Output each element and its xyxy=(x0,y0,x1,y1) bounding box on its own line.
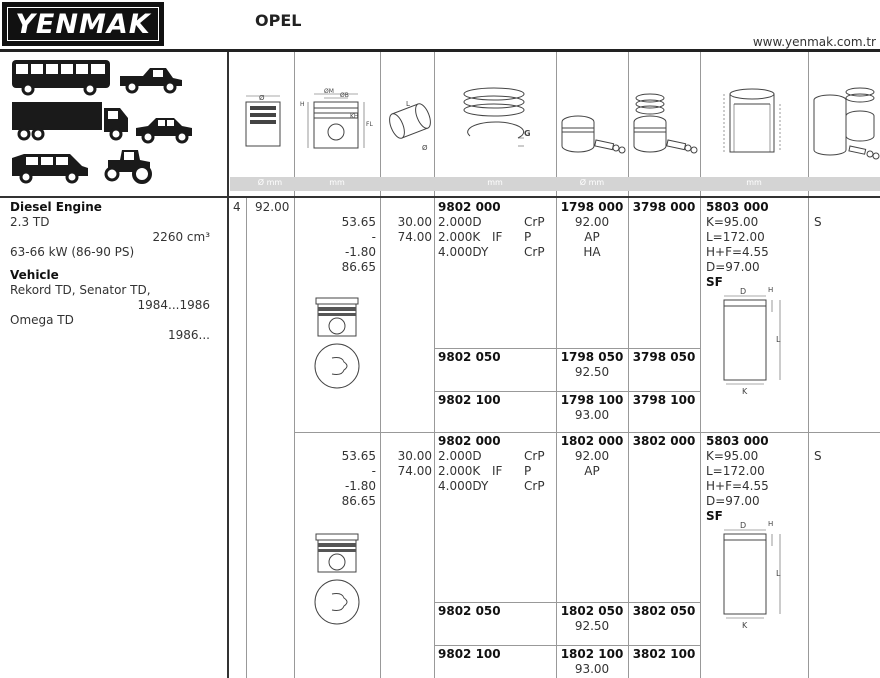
piston-feature: HA xyxy=(583,245,601,259)
svg-text:D: D xyxy=(740,521,747,530)
ring-coat: CrP xyxy=(524,245,545,259)
kit-code: 3798 050 xyxy=(632,350,696,364)
pin-diameter: 30.00 xyxy=(397,449,432,463)
header-bottom-rule xyxy=(0,196,880,198)
svg-text:FL: FL xyxy=(366,121,373,128)
svg-text:KH: KH xyxy=(350,113,359,120)
piston-code: 1802 100 xyxy=(560,647,624,661)
unit-liner: mm xyxy=(746,178,762,187)
ring-set-code: 9802 100 xyxy=(438,393,501,407)
liner-sf-drawing xyxy=(716,284,792,398)
vehicle-model: Rekord TD, Senator TD, xyxy=(10,283,151,297)
van-icon xyxy=(12,154,88,182)
svg-text:D: D xyxy=(740,287,747,296)
liner-kit-icon xyxy=(810,82,880,166)
unit-piston-dia: Ø mm xyxy=(579,178,605,187)
tractor-icon xyxy=(106,150,150,182)
ring-size: 2.000K xyxy=(438,464,481,478)
piston-dim: 86.65 xyxy=(341,494,376,508)
unit-bore: Ø mm xyxy=(257,178,283,187)
ring-coat: P xyxy=(524,464,532,478)
website-url[interactable]: www.yenmak.com.tr xyxy=(752,35,876,49)
liner-spec: K=95.00 xyxy=(706,215,759,229)
piston-dim: 86.65 xyxy=(341,260,376,274)
svg-text:G: G xyxy=(524,129,531,138)
svg-text:H: H xyxy=(768,286,774,294)
header-rule xyxy=(0,49,880,52)
kit-code: 3798 100 xyxy=(632,393,696,407)
brand-title: OPEL xyxy=(255,11,302,30)
ring-coat: CrP xyxy=(524,479,545,493)
piston-dim: -1.80 xyxy=(344,479,376,493)
kit-code: 3802 000 xyxy=(632,434,696,448)
piston-code: 1798 100 xyxy=(560,393,624,407)
vehicle-model: Omega TD xyxy=(10,313,74,327)
ring-size: 4.000DY xyxy=(438,245,489,259)
unit-piston: mm xyxy=(329,178,345,187)
ring-coat: P xyxy=(524,230,532,244)
liner-spec: D=97.00 xyxy=(706,494,760,508)
vehicle-icons xyxy=(8,56,208,186)
liner-spec: D=97.00 xyxy=(706,260,760,274)
piston-feature: AP xyxy=(584,230,600,244)
status-flag: S xyxy=(814,449,822,463)
yenmak-logo xyxy=(2,2,164,46)
ring-set-code: 9802 000 xyxy=(438,200,501,214)
liner-sf-drawing xyxy=(716,518,792,632)
ring-set-code: 9802 100 xyxy=(438,647,501,661)
ring-type: IF xyxy=(492,230,503,244)
divider-main xyxy=(227,52,229,678)
kit-code: 3802 050 xyxy=(632,604,696,618)
engine-power: 63-66 kW (86-90 PS) xyxy=(10,245,135,259)
truck-icon xyxy=(12,102,128,139)
piston-compression-height: 53.65 xyxy=(341,449,376,463)
svg-text:H: H xyxy=(768,520,774,528)
piston-code: 1798 000 xyxy=(560,200,624,214)
piston-profile-drawing xyxy=(310,296,366,388)
piston-code: 1802 050 xyxy=(560,604,624,618)
liner-type: SF xyxy=(706,509,723,523)
svg-text:K: K xyxy=(742,387,748,396)
pin-length: 74.00 xyxy=(397,464,432,478)
svg-text:L: L xyxy=(776,335,781,344)
liner-spec: L=172.00 xyxy=(706,464,765,478)
ring-size: 2.000D xyxy=(438,449,482,463)
pin-icon xyxy=(384,96,434,152)
logo-text: YENMAK xyxy=(7,7,159,41)
unit-rings: mm xyxy=(487,178,503,187)
vehicle-years: 1984...1986 xyxy=(137,298,210,312)
ring-size: 4.000DY xyxy=(438,479,489,493)
svg-text:K: K xyxy=(742,621,748,630)
piston-pin-icon xyxy=(560,112,626,160)
pin-diameter: 30.00 xyxy=(397,215,432,229)
liner-spec: K=95.00 xyxy=(706,449,759,463)
label-piston-dia: Ø xyxy=(259,94,265,102)
ring-size: 2.000K xyxy=(438,230,481,244)
kit-code: 3802 100 xyxy=(632,647,696,661)
engine-displacement: 2260 cm³ xyxy=(152,230,210,244)
cylinder-count: 4 xyxy=(233,200,241,214)
liner-spec: H+F=4.55 xyxy=(706,245,769,259)
liner-code: 5803 000 xyxy=(706,434,769,448)
svg-text:L: L xyxy=(776,569,781,578)
liner-code: 5803 000 xyxy=(706,200,769,214)
ring-set-code: 9802 050 xyxy=(438,604,501,618)
vehicle-years: 1986... xyxy=(168,328,210,342)
piston-feature: AP xyxy=(584,464,600,478)
svg-text:ØM: ØM xyxy=(324,88,334,95)
ring-set-code: 9802 050 xyxy=(438,350,501,364)
sedan-icon xyxy=(136,118,192,142)
kit-code: 3798 000 xyxy=(632,200,696,214)
vehicle-label: Vehicle xyxy=(10,268,59,282)
piston-diameter: 92.00 xyxy=(574,449,610,463)
ring-coat: CrP xyxy=(524,215,545,229)
svg-text:Ø: Ø xyxy=(422,144,428,152)
status-flag: S xyxy=(814,215,822,229)
piston-diameter: 93.00 xyxy=(574,662,610,676)
kit-icon xyxy=(632,92,698,162)
piston-dims-icon xyxy=(300,88,376,152)
piston-dim: - xyxy=(371,464,376,478)
piston-compression-height: 53.65 xyxy=(341,215,376,229)
piston-code: 1798 050 xyxy=(560,350,624,364)
liner-spec: H+F=4.55 xyxy=(706,479,769,493)
liner-spec: L=172.00 xyxy=(706,230,765,244)
piston-dim: -1.80 xyxy=(344,245,376,259)
piston-dia-icon xyxy=(244,92,284,148)
bore-diameter: 92.00 xyxy=(255,200,290,214)
ring-size: 2.000D xyxy=(438,215,482,229)
liner-type: SF xyxy=(706,275,723,289)
piston-diameter: 92.50 xyxy=(574,619,610,633)
liner-icon xyxy=(720,82,786,166)
svg-text:ØB: ØB xyxy=(340,92,349,99)
bus-icon xyxy=(12,60,110,94)
svg-text:L: L xyxy=(406,100,410,108)
piston-diameter: 92.00 xyxy=(574,215,610,229)
piston-code: 1802 000 xyxy=(560,434,624,448)
pin-length: 74.00 xyxy=(397,230,432,244)
ring-set-code: 9802 000 xyxy=(438,434,501,448)
ring-type: IF xyxy=(492,464,503,478)
piston-diameter: 93.00 xyxy=(574,408,610,422)
ring-coat: CrP xyxy=(524,449,545,463)
engine-type-label: Diesel Engine xyxy=(10,200,102,214)
piston-diameter: 92.50 xyxy=(574,365,610,379)
piston-profile-drawing xyxy=(310,532,366,624)
pickup-icon xyxy=(120,68,182,92)
rings-icon xyxy=(458,84,538,156)
svg-text:H: H xyxy=(300,101,305,108)
piston-dim: - xyxy=(371,230,376,244)
engine-model: 2.3 TD xyxy=(10,215,50,229)
